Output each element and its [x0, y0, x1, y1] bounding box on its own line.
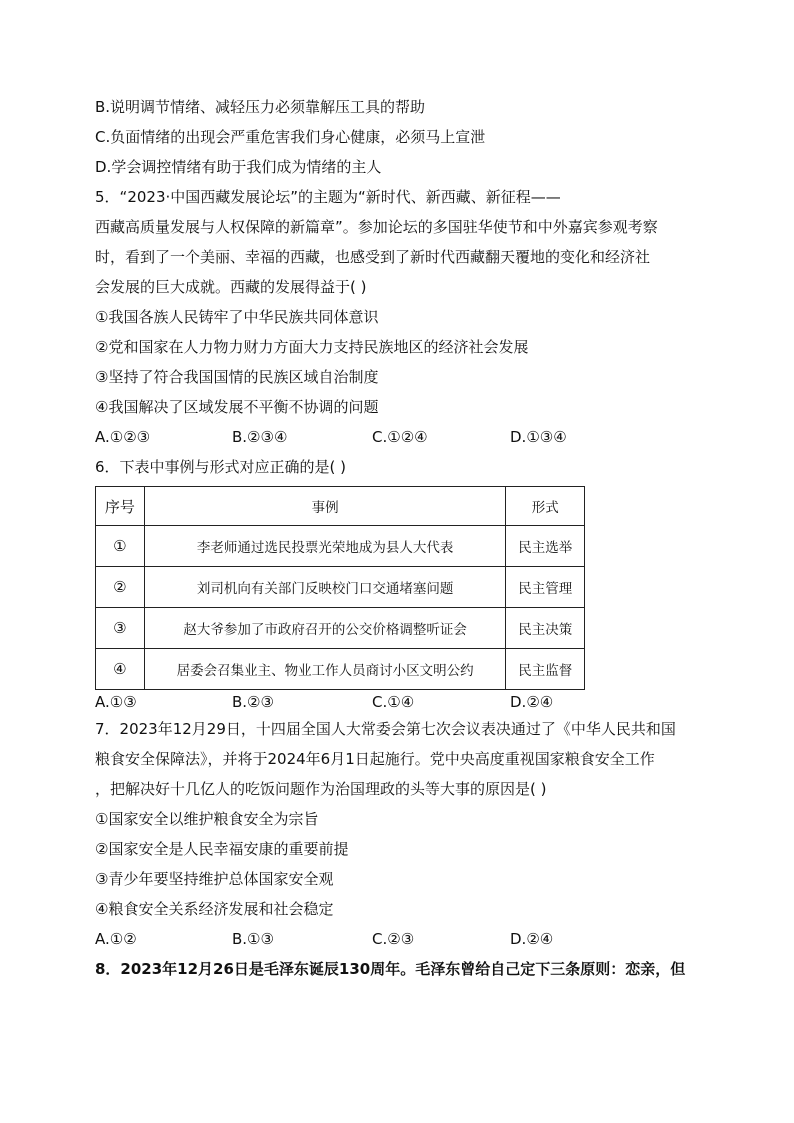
table-cell-number: ④ — [96, 649, 145, 690]
q5-choice-d: D.①③④ — [510, 428, 567, 446]
q6-choices — [95, 690, 705, 714]
q5-choice-a: A.①②③ — [95, 428, 151, 446]
q5-choices — [95, 422, 705, 452]
table-row — [96, 649, 585, 690]
q5-item-3: ③坚持了符合我国国情的民族区域自治制度 — [95, 368, 379, 386]
table-cell-form: 民主管理 — [506, 567, 585, 608]
q7-stem-line-3: ，把解决好十几亿人的吃饭问题作为治国理政的头等大事的原因是( ) — [95, 780, 547, 798]
q5-item-4: ④我国解决了区域发展不平衡不协调的问题 — [95, 398, 379, 416]
table-cell-form: 民主选举 — [506, 526, 585, 567]
q7-choices — [95, 924, 705, 954]
q7-stem-line-2: 粮食安全保障法》，并将于2024年6月1日起施行。党中央高度重视国家粮食安全工作 — [95, 750, 655, 768]
table-header-row — [96, 487, 585, 526]
table-row — [96, 567, 585, 608]
table-cell-form: 民主决策 — [506, 608, 585, 649]
q5-choice-c: C.①②④ — [372, 428, 428, 446]
q7-item-3: ③青少年要坚持维护总体国家安全观 — [95, 870, 334, 888]
q7-choice-b: B.①③ — [232, 930, 274, 948]
table-header-form: 形式 — [506, 487, 585, 526]
q5-stem-line-1: 5．“2023·中国西藏发展论坛”的主题为“新时代、新西藏、新征程—— — [95, 188, 561, 206]
q5-item-1: ①我国各族人民铸牢了中华民族共同体意识 — [95, 308, 379, 326]
q5-stem-line-3: 时，看到了一个美丽、幸福的西藏，也感受到了新时代西藏翻天覆地的变化和经济社 — [95, 248, 651, 266]
q8-stem-line-1: 8．2023年12月26日是毛泽东诞辰130周年。毛泽东曾给自己定下三条原则：恋亲，但 — [95, 960, 686, 978]
table-header-case: 事例 — [144, 487, 506, 526]
table-cell-case: 居委会召集业主、物业工作人员商讨小区文明公约 — [144, 649, 506, 690]
q6-table — [95, 486, 585, 690]
q7-choice-a: A.①② — [95, 930, 137, 948]
q5-item-2: ②党和国家在人力物力财力方面大力支持民族地区的经济社会发展 — [95, 338, 529, 356]
table-cell-case: 赵大爷参加了市政府召开的公交价格调整听证会 — [144, 608, 506, 649]
q5-stem-line-2: 西藏高质量发展与人权保障的新篇章”。参加论坛的多国驻华使节和中外嘉宾参观考察 — [95, 218, 658, 236]
table-header-number: 序号 — [96, 487, 145, 526]
q6-choice-d: D.②④ — [510, 693, 554, 711]
q7-item-2: ②国家安全是人民幸福安康的重要前提 — [95, 840, 349, 858]
q7-stem-line-1: 7．2023年12月29日，十四届全国人大常委会第七次会议表决通过了《中华人民共和国 — [95, 720, 676, 738]
q5-stem-line-4: 会发展的巨大成就。西藏的发展得益于( ) — [95, 278, 367, 296]
exam-page — [95, 92, 705, 984]
q6-choice-a: A.①③ — [95, 693, 137, 711]
table-cell-number: ③ — [96, 608, 145, 649]
q7-item-4: ④粮食安全关系经济发展和社会稳定 — [95, 900, 334, 918]
table-cell-form: 民主监督 — [506, 649, 585, 690]
q7-item-1: ①国家安全以维护粮食安全为宗旨 — [95, 810, 319, 828]
q6-choice-b: B.②③ — [232, 693, 274, 711]
table-row — [96, 526, 585, 567]
table-cell-number: ② — [96, 567, 145, 608]
q4-option-b: B.说明调节情绪、减轻压力必须靠解压工具的帮助 — [95, 98, 426, 116]
q4-option-c: C.负面情绪的出现会严重危害我们身心健康，必须马上宣泄 — [95, 128, 486, 146]
q7-choice-d: D.②④ — [510, 930, 554, 948]
table-cell-case: 李老师通过选民投票光荣地成为县人大代表 — [144, 526, 506, 567]
table-row — [96, 608, 585, 649]
table-cell-case: 刘司机向有关部门反映校门口交通堵塞问题 — [144, 567, 506, 608]
q7-choice-c: C.②③ — [372, 930, 415, 948]
q5-choice-b: B.②③④ — [232, 428, 288, 446]
table-cell-number: ① — [96, 526, 145, 567]
q6-choice-c: C.①④ — [372, 693, 415, 711]
q4-option-d: D.学会调控情绪有助于我们成为情绪的主人 — [95, 158, 382, 176]
q6-stem: 6．下表中事例与形式对应正确的是( ) — [95, 458, 347, 476]
